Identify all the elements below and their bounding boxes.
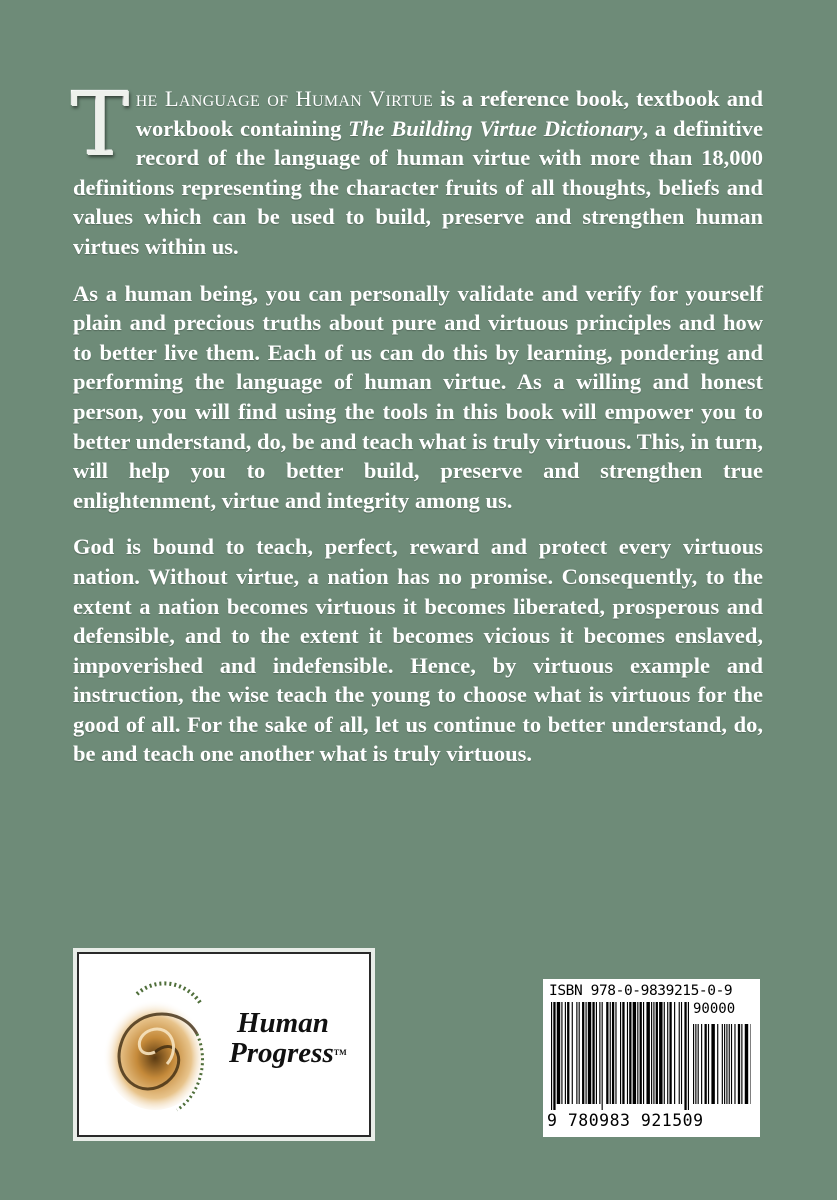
barcode-bar (701, 1024, 702, 1104)
barcode-bar (637, 1002, 638, 1104)
swirl-logo-icon (97, 964, 215, 1124)
barcode-bar (653, 1002, 654, 1104)
barcode-bar (610, 1002, 611, 1104)
barcode-bar (688, 1002, 689, 1110)
barcode-bar (561, 1002, 562, 1104)
barcode-bar (553, 1002, 555, 1110)
barcode-bar (612, 1002, 614, 1104)
intro-text-b: , a definitive record of the language of human virtue with more than 18,000 definitions representing the character fruits of all thoughts, beliefs and values which can be used to build, preserve and strengthen human virtues within us. (73, 115, 763, 259)
price-code: 90000 (693, 1001, 736, 1017)
barcode-bar (579, 1002, 580, 1104)
book-title: he Language of Human Virtue (135, 86, 434, 111)
barcode-bar (751, 1024, 752, 1104)
barcode-bar (643, 1002, 644, 1104)
barcode-bar (588, 1002, 591, 1104)
barcode-bar (705, 1024, 707, 1104)
barcode-bar (681, 1002, 682, 1104)
barcode-bar (708, 1024, 709, 1104)
barcode-bar (741, 1024, 742, 1104)
drop-cap: T (71, 73, 130, 176)
barcode-bar (674, 1002, 675, 1104)
barcode-bar (576, 1002, 577, 1104)
barcode-bar (734, 1024, 735, 1104)
barcode-bar (664, 1002, 665, 1104)
logo-word-progress (229, 1038, 347, 1068)
barcode-bar (551, 1002, 552, 1110)
barcode-bar (567, 1002, 569, 1104)
intro-paragraph (71, 73, 763, 262)
barcode-bar (738, 1024, 740, 1104)
barcode-bar (679, 1002, 680, 1104)
isbn-label: ISBN 978-0-9839215-0-9 (549, 983, 733, 999)
barcode-bar (640, 1002, 642, 1104)
barcode-bar (729, 1024, 730, 1104)
barcode-bar (698, 1024, 699, 1104)
barcode-bar (599, 1002, 600, 1104)
logo-wordmark (229, 1008, 347, 1068)
logo-progress-text: Progress (229, 1037, 334, 1069)
paragraph-2: As a human being, you can personally validate and verify for yourself plain and precious truths about pure and virtuous principles and how to better live them. Each of us can do this by learning, pondering and performing the language of human virtue. As a willing and honest person, you will find using the tools in this book will empower you to better understand, do, be and teach what is truly virtuous. This, in turn, will help you to better build, preserve and strengthen true enlightenment, virtue and integrity among us. (73, 280, 763, 513)
logo-word-human: Human (237, 1007, 329, 1039)
barcode-bar (669, 1002, 671, 1104)
barcode-bar (565, 1002, 566, 1104)
trademark: TM (333, 1048, 347, 1057)
back-cover-text (71, 73, 763, 786)
barcode-bar (724, 1024, 725, 1104)
barcode-bar (722, 1024, 723, 1104)
dictionary-title: The Building Virtue Dictionary (348, 115, 643, 141)
barcode-bar (731, 1024, 732, 1104)
barcode-bar (659, 1002, 662, 1104)
barcode-bar (557, 1002, 560, 1104)
barcode-number: 9 780983 921509 (547, 1111, 704, 1130)
barcode-bar (615, 1002, 616, 1104)
barcode-bar (582, 1002, 584, 1104)
barcode-bar (646, 1002, 649, 1104)
intro-text-a: is a reference book, textbook and workbook containing (135, 86, 763, 141)
barcode-bar (627, 1002, 628, 1104)
barcode-bar (695, 1024, 696, 1104)
barcode-bar (667, 1002, 668, 1104)
barcode-bar (620, 1002, 621, 1104)
barcode-bar (726, 1024, 727, 1104)
barcode-bar (651, 1002, 652, 1104)
isbn-barcode (543, 979, 760, 1137)
barcode-bar (592, 1002, 594, 1104)
barcode-bar (711, 1024, 714, 1104)
barcode-bar (656, 1002, 658, 1104)
barcode-bar (602, 1002, 603, 1110)
barcode-bar (693, 1024, 694, 1104)
barcode-bar (684, 1002, 686, 1110)
barcode-bar (633, 1002, 636, 1104)
barcode-bar (586, 1002, 587, 1104)
publisher-logo (77, 952, 371, 1137)
barcode-bar (596, 1002, 597, 1104)
barcode-bar (745, 1024, 748, 1104)
paragraph-3: God is bound to teach, perfect, reward and protect every virtuous nation. Without virtue, a nation has no promise. Consequently, to the extent a nation becomes virtuous it becomes liberated, prosperous and defensible, and to the extent it becomes vicious it becomes enslaved, impoverished and indefensible. Hence, by virtuous example and instruction, the wise teach the young to choose what is virtuous for the good of all. For the sake of all, let us continue to better understand, do, be and teach one another what is truly virtuous. (73, 534, 763, 767)
barcode-bar (629, 1002, 631, 1104)
barcode-bar (622, 1002, 624, 1104)
barcode-bar (606, 1002, 608, 1104)
barcode-bar (717, 1024, 718, 1104)
barcode-bars (551, 1002, 751, 1112)
barcode-bar (572, 1002, 573, 1104)
